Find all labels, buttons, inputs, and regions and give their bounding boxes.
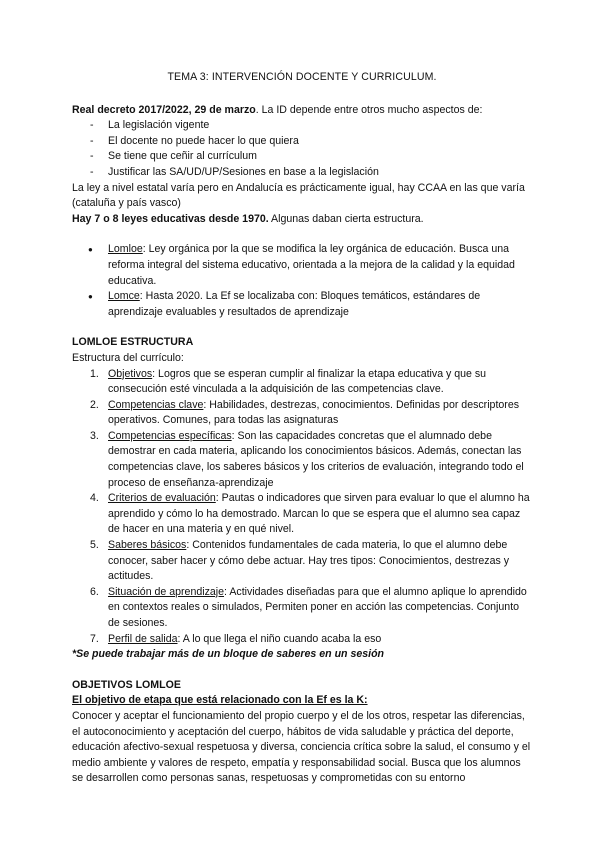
item-text: : Pautas o indicadores que sirven para evaluar lo que el alumno ha aprendido y cómo lo ha demostrado. Marcan lo que se espera que el alumno sea capaz de hacer en una materia y en qué nivel. xyxy=(108,492,530,536)
estructura-intro: Estructura del currículo: xyxy=(72,351,184,364)
item-text: : Habilidades, destrezas, conocimientos. Definidas por descriptores operativos. Comunes, para todas las asignaturas xyxy=(108,398,520,427)
list-item: - Se tiene que ceñir al currículum xyxy=(72,149,532,165)
item-text: : Logros que se esperan cumplir al finalizar la etapa educativa y que su consecución esté vinculada a la adquisición de las competencias clave. xyxy=(108,367,487,396)
list-item xyxy=(72,538,532,585)
bullet-term: Lomloe xyxy=(108,243,143,256)
objetivos-heading: OBJETIVOS LOMLOE xyxy=(72,678,181,691)
item-text: : Contenidos fundamentales de cada materia, lo que el alumno debe conocer, saber hacer y cómo debe actuar. Hay tres tipos: Conocimientos, destrezas y actitudes. xyxy=(108,539,509,583)
item-term: Competencias específicas xyxy=(108,429,232,442)
estructura-list xyxy=(72,367,532,648)
list-item xyxy=(72,429,532,491)
intro-rest: . La ID depende entre otros mucho aspectos de: xyxy=(255,103,483,116)
list-item xyxy=(72,491,532,538)
ley-paragraph: La ley a nivel estatal varía pero en Andalucía es prácticamente igual, hay CCAA en las que varía (cataluña y país vasco) xyxy=(72,181,525,210)
item-number: 4. xyxy=(90,492,99,505)
dash-list xyxy=(72,118,532,180)
bullet-text: : Ley orgánica por la que se modifica la ley orgánica de educación. Busca una reforma integral del sistema educativo, orientada a la mejora de la calidad y la equidad educativa. xyxy=(108,243,515,287)
leyes-bold: Hay 7 o 8 leyes educativas desde 1970. xyxy=(72,212,269,225)
item-number: 6. xyxy=(90,585,99,598)
bullet-item-lomloe xyxy=(72,242,532,289)
bullet-item-lomce xyxy=(72,289,532,320)
estructura-note: *Se puede trabajar más de un bloque de saberes en un sesión xyxy=(72,648,385,661)
leyes-rest: Algunas daban cierta estructura. xyxy=(268,212,424,225)
item-term: Perfil de salida xyxy=(108,632,178,645)
document-body xyxy=(72,70,532,787)
intro-bold: Real decreto 2017/2022, 29 de marzo xyxy=(72,103,256,116)
item-number: 2. xyxy=(90,398,99,411)
intro-paragraph xyxy=(72,103,532,119)
list-item xyxy=(72,585,532,632)
item-number: 5. xyxy=(90,539,99,552)
bullet-text: : Hasta 2020. La Ef se localizaba con: Bloques temáticos, estándares de aprendizaje evaluables y resultados de aprendizaje xyxy=(108,290,481,318)
item-text: : Actividades diseñadas para que el alumno aplique lo aprendido en contextos reales o simulados, Permiten poner en acción las competencias. Conjunto de sesiones. xyxy=(108,585,527,629)
item-term: Criterios de evaluación xyxy=(108,492,216,505)
bullet-term: Lomce xyxy=(108,290,140,303)
item-number: 1. xyxy=(90,367,99,380)
item-text: : A lo que llega el niño cuando acaba la eso xyxy=(177,632,382,645)
item-text: : Son las capacidades concretas que el alumnado debe demostrar en cada materia, aplicando los conocimientos básicos. Además, conectan las competencias clave, los saberes básicos y los criterios de evaluación, integrando todo el proceso de enseñanza-aprendizaje xyxy=(108,429,524,489)
objetivos-text: Conocer y aceptar el funcionamiento del propio cuerpo y el de los otros, respetar las diferencias, el autoconocimiento y aceptación del cuerpo, hábitos de vida saludable y práctica del deporte, educación afectivo-sexual respetuosa y diversa, conciencia crítica sobre la salud, el consumo y el medio ambiente y valores de respeto, empatía y responsabilidad social. Busca que los alumnos se desarrollen como personas sanas, respetuosas y comprometidas con su entorno xyxy=(72,709,531,785)
page-title: TEMA 3: INTERVENCIÓN DOCENTE Y CURRICULUM. xyxy=(167,71,437,83)
leyes-paragraph xyxy=(72,212,532,228)
estructura-heading: LOMLOE ESTRUCTURA xyxy=(72,336,194,349)
list-item: - El docente no puede hacer lo que quiera xyxy=(72,134,532,150)
item-term: Competencias clave xyxy=(108,398,204,411)
list-item xyxy=(72,398,532,429)
list-item: - La legislación vigente xyxy=(72,118,532,134)
item-term: Objetivos xyxy=(108,367,153,380)
list-item xyxy=(72,367,532,398)
item-number: 7. xyxy=(90,632,99,645)
item-number: 3. xyxy=(90,429,99,442)
objetivos-subheading xyxy=(72,693,532,709)
laws-bullet-list xyxy=(72,242,532,320)
list-item: - Justificar las SA/UD/UP/Sesiones en base a la legislación xyxy=(72,165,532,181)
objetivos-subheading-text: El objetivo de etapa que está relacionado con la Ef es la K: xyxy=(72,694,368,707)
item-term: Situación de aprendizaje xyxy=(108,585,225,598)
item-term: Saberes básicos xyxy=(108,539,187,552)
list-item xyxy=(72,632,532,648)
